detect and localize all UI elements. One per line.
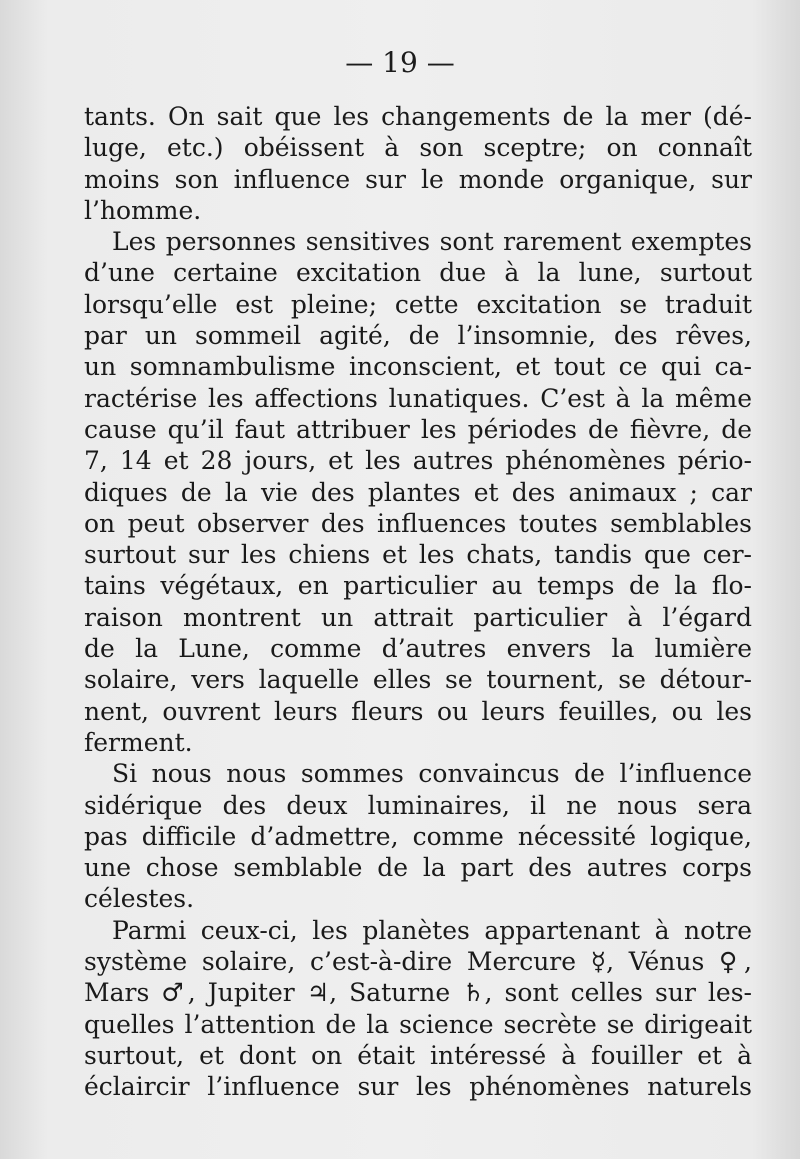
text-line: surtout, et dont on était intéressé à fouiller et à: [84, 1040, 752, 1070]
text-line: quelles l’attention de la science secrète se dirigeait: [84, 1009, 752, 1039]
text-line: lorsqu’elle est pleine; cette excitation se traduit: [84, 289, 752, 319]
page-number: — 19 —: [345, 46, 455, 79]
text-line: sidérique des deux luminaires, il ne nous sera: [84, 790, 752, 820]
text-line: nent, ouvrent leurs fleurs ou leurs feuilles, ou les: [84, 696, 752, 726]
text-line: moins son influence sur le monde organique, sur: [84, 164, 752, 194]
text-line: Si nous nous sommes convaincus de l’influence: [112, 759, 752, 789]
text-line: Parmi ceux-ci, les planètes appartenant à notre: [112, 915, 752, 945]
text-line: ractérise les affections lunatiques. C’est à la même: [84, 383, 752, 413]
text-line: cause qu’il faut attribuer les périodes de fièvre, de: [84, 414, 752, 444]
text-line: d’une certaine excitation due à la lune, surtout: [84, 258, 752, 288]
text-line: système solaire, c’est-à-dire Mercure ☿, Vénus ♀,: [84, 947, 752, 977]
text-line: tains végétaux, en particulier au temps de la flo-: [84, 571, 752, 601]
text-line: pas difficile d’admettre, comme nécessité logique,: [84, 821, 752, 851]
text-line: solaire, vers laquelle elles se tournent, se détour-: [84, 665, 752, 695]
text-line: luge, etc.) obéissent à son sceptre; on connaît: [84, 133, 752, 163]
text-line: un somnambulisme inconscient, et tout ce qui ca-: [84, 352, 752, 382]
text-line: éclaircir l’influence sur les phénomènes naturels: [84, 1072, 752, 1102]
text-line: 7, 14 et 28 jours, et les autres phénomènes pério-: [84, 446, 752, 476]
text-line: surtout sur les chiens et les chats, tandis que cer-: [84, 540, 752, 570]
text-line: Mars ♂, Jupiter ♃, Saturne ♄, sont celles sur les-: [84, 978, 752, 1008]
text-line: Les personnes sensitives sont rarement exemptes: [112, 227, 752, 257]
text-line: célestes.: [84, 884, 195, 914]
text-line: une chose semblable de la part des autres corps: [84, 853, 752, 883]
text-line: diques de la vie des plantes et des animaux ; car: [84, 477, 752, 507]
text-line: l’homme.: [84, 195, 202, 225]
body-text: [84, 101, 752, 1103]
text-line: ferment.: [84, 727, 193, 757]
text-line: tants. On sait que les changements de la mer (dé-: [84, 102, 752, 131]
text-line: on peut observer des influences toutes semblables: [84, 508, 752, 538]
text-line: par un sommeil agité, de l’insomnie, des rêves,: [84, 321, 752, 351]
text-line: raison montrent un attrait particulier à l’égard: [84, 602, 752, 632]
text-line: de la Lune, comme d’autres envers la lumière: [84, 634, 752, 664]
